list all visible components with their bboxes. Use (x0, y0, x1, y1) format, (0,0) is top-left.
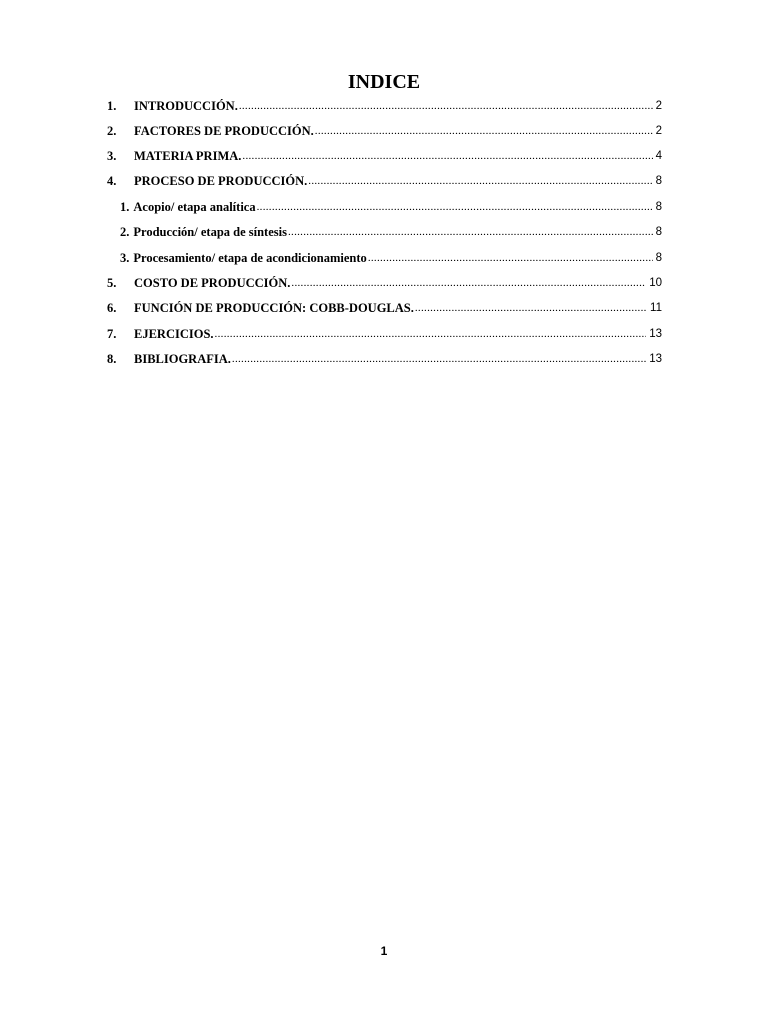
toc-entry-label: BIBLIOGRAFIA. (134, 352, 231, 366)
toc-entry-page: 2 (655, 125, 662, 137)
toc-entry-label: Acopio/ etapa analítica (133, 200, 256, 214)
toc-subentry-acopio[interactable] (120, 193, 662, 215)
toc-entry-page: 13 (649, 353, 662, 365)
toc-entry-ejercicios[interactable] (107, 320, 662, 342)
toc-entry-number: 1. (120, 200, 130, 214)
toc-entry-label: MATERIA PRIMA. (134, 149, 242, 163)
toc-dot-leader (308, 173, 652, 189)
toc-entry-number: 3. (107, 149, 117, 163)
toc-dot-leader (242, 148, 652, 164)
toc-entry-page: 8 (655, 226, 662, 238)
toc-dot-leader (368, 250, 653, 266)
toc-entry-number: 5. (107, 276, 117, 290)
toc-dot-leader (232, 351, 646, 367)
toc-entry-page: 8 (655, 175, 662, 187)
toc-entry-label: FACTORES DE PRODUCCIÓN. (134, 124, 314, 138)
toc-entry-label: FUNCIÓN DE PRODUCCIÓN: COBB-DOUGLAS. (134, 301, 414, 315)
page-number: 1 (380, 944, 388, 958)
toc-entry-label: COSTO DE PRODUCCIÓN. (134, 276, 291, 290)
toc-entry-page: 13 (649, 328, 662, 340)
toc-entry-number: 7. (107, 327, 117, 341)
toc-entry-number: 4. (107, 174, 117, 188)
toc-entry-page: 10 (649, 277, 662, 289)
toc-entry-number: 1. (107, 99, 117, 113)
toc-entry-funcion[interactable] (107, 294, 662, 316)
toc-dot-leader (215, 326, 647, 342)
toc-entry-proceso[interactable] (107, 167, 662, 189)
toc-entry-page: 8 (655, 252, 662, 264)
toc-entry-label: Producción/ etapa de síntesis (133, 225, 287, 239)
toc-subentry-produccion[interactable] (120, 218, 662, 240)
toc-entry-page: 2 (655, 100, 662, 112)
toc-entry-number: 3. (120, 251, 130, 265)
toc-subentry-procesamiento[interactable] (120, 244, 662, 266)
toc-dot-leader (415, 300, 647, 316)
toc-dot-leader (239, 98, 653, 114)
toc-entry-page: 4 (655, 150, 662, 162)
toc-entry-introduccion[interactable] (107, 92, 662, 114)
toc-dot-leader (315, 123, 653, 139)
toc-entry-page: 8 (655, 201, 662, 213)
toc-entry-bibliografia[interactable] (107, 345, 662, 367)
toc-entry-label: EJERCICIOS. (134, 327, 214, 341)
toc-dot-leader (291, 275, 646, 291)
toc-entry-page: 11 (650, 302, 662, 314)
toc-entry-factores[interactable] (107, 117, 662, 139)
toc-entry-number: 2. (107, 124, 117, 138)
toc-dot-leader (257, 199, 653, 215)
page-title: INDICE (347, 71, 421, 93)
toc-entry-number: 8. (107, 352, 117, 366)
toc-entry-label: PROCESO DE PRODUCCIÓN. (134, 174, 308, 188)
toc-entry-materia-prima[interactable] (107, 142, 662, 164)
toc-entry-costo[interactable] (107, 269, 662, 291)
toc-entry-number: 6. (107, 301, 117, 315)
toc-dot-leader (288, 224, 653, 240)
toc-entry-label: INTRODUCCIÓN. (134, 99, 238, 113)
toc-entry-label: Procesamiento/ etapa de acondicionamiento (133, 251, 367, 265)
toc-entry-number: 2. (120, 225, 130, 239)
